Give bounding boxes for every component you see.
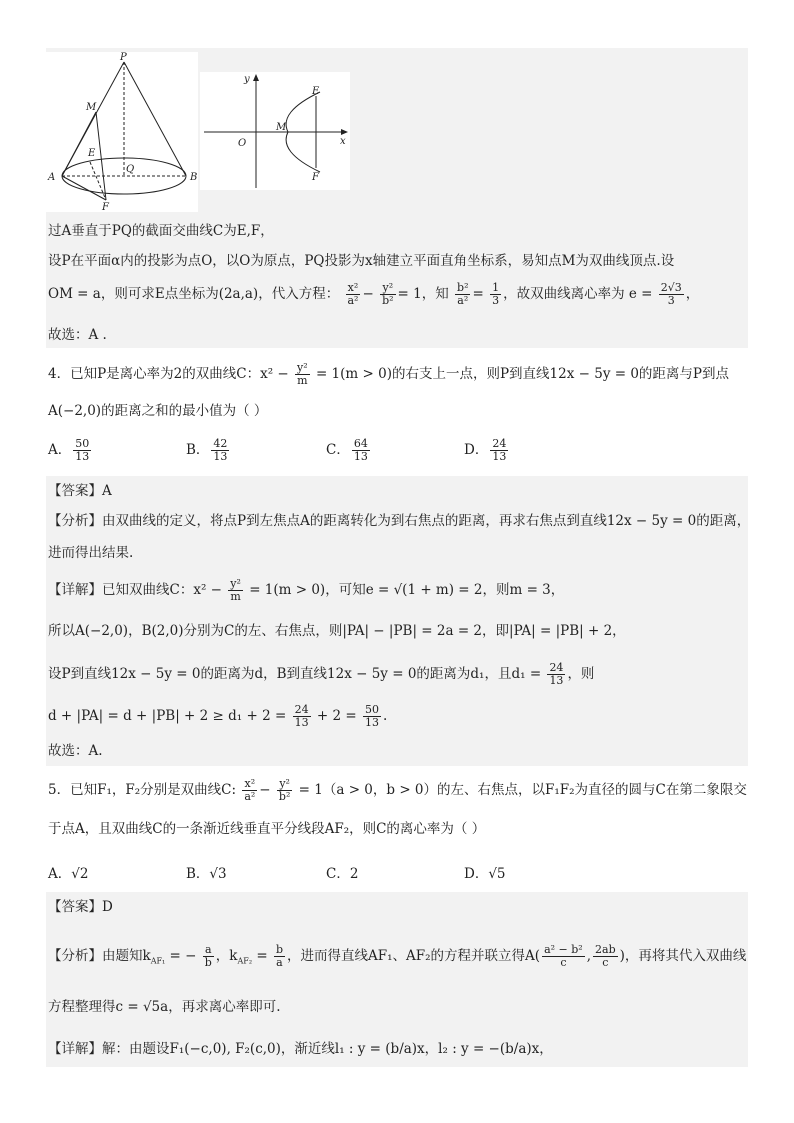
q5-analysis-2: 方程整理得c = √5a，再求离心率即可. xyxy=(48,999,281,1015)
sol3-line1: 过A垂直于PQ的截面交曲线C为E,F， xyxy=(48,223,274,239)
cone-figure xyxy=(46,52,198,212)
label-E: E xyxy=(88,148,96,159)
point-F-label: F xyxy=(312,172,319,183)
q4-analysis-2: 进而得出结果. xyxy=(48,545,134,561)
q4-line2: A(−2,0)的距离之和的最小值为（ ） xyxy=(48,403,268,419)
vertex-label: M xyxy=(276,122,287,133)
q4-option-a[interactable]: A． $\frac{50}{13}$ xyxy=(48,437,90,463)
q4-analysis-1: 【分析】由双曲线的定义，将点P到左焦点A的距离转化为到右焦点的距离，再求右焦点到直线12x − 5y = 0的距离， xyxy=(48,513,751,529)
q5-option-d[interactable]: D．√5 xyxy=(464,866,506,882)
frac-one3: $\frac{1}{3}$ xyxy=(492,281,500,307)
q5-option-a[interactable]: A．√2 xyxy=(48,866,89,882)
frac-24-13: $\frac{24}{13}$ xyxy=(549,661,564,687)
sol3-line2: 设P在平面α内的投影为点O，以O为原点，PQ投影为x轴建立平面直角坐标系，易知点M为双曲线顶点.设 xyxy=(48,253,675,269)
q4-option-d[interactable]: D． $\frac{24}{13}$ xyxy=(464,437,507,463)
q5-answer: 【答案】D xyxy=(48,899,113,915)
cone-diagram xyxy=(46,52,198,212)
frac-50-13: $\frac{50}{13}$ xyxy=(364,703,379,729)
point-E-label: E xyxy=(312,86,320,97)
q5-line1: 5．已知F₁，F₂分别是双曲线C: $\frac{\text{x²}}{\text{a²}}$ − $\frac{\text{y²}}{\text{b²}}$ = 1（a > 0，b > 0）的左、右焦点，以F₁F₂为直径的圆与C在第二象限交 xyxy=(48,777,747,803)
axis-y-label: y xyxy=(244,74,250,85)
q4-choose: 故选：A. xyxy=(48,743,103,759)
q5-option-b[interactable]: B．√3 xyxy=(186,866,227,882)
label-M: M xyxy=(86,102,97,113)
frac-y2m: $\frac{\text{y²}}{m}$ xyxy=(297,361,308,387)
q4-detail-4: d + |PA| = d + |PB| + 2 ≥ d₁ + 2 = $\frac{24}{13}$ + 2 = $\frac{50}{13}$ . xyxy=(48,703,388,729)
q4-line1: 4．已知P是离心率为2的双曲线C：x² − $\frac{\text{y²}}{m}$ = 1(m > 0)的右支上一点，则P到直线12x − 5y = 0的距离与P到点 xyxy=(48,361,730,387)
label-P: P xyxy=(120,52,127,63)
label-A: A xyxy=(48,172,56,183)
label-B: B xyxy=(190,172,198,183)
sol3-choose: 故选：A . xyxy=(48,327,107,343)
q4-detail-3: 设P到直线12x − 5y = 0的距离为d，B到直线12x − 5y = 0的距离为d₁，且d₁ = $\frac{24}{13}$ ，则 xyxy=(48,661,595,687)
frac-x2a2: $\frac{\text{x²}}{\text{a²}}$ xyxy=(347,281,359,307)
q5-option-c[interactable]: C．2 xyxy=(326,866,359,882)
q4-detail-2: 所以A(−2,0)，B(2,0)分别为C的左、右焦点，则|PA| − |PB| = 2a = 2，即|PA| = |PB| + 2， xyxy=(48,623,626,639)
frac-e: $\frac{2√3}{3}$ xyxy=(660,281,682,307)
q4-option-c[interactable]: C． $\frac{64}{13}$ xyxy=(326,437,368,463)
frac-b2a2: $\frac{\text{b²}}{\text{a²}}$ xyxy=(457,281,469,307)
q5-detail-1: 【详解】解：由题设F₁(−c,0), F₂(c,0)，渐近线l₁ : y = (b/a)x，l₂ : y = −(b/a)x， xyxy=(48,1041,553,1057)
axis-x-label: x xyxy=(340,136,346,147)
sol3-line3: OM = a，则可求E点坐标为(2a,a)，代入方程： $\frac{\text{x²}}{\text{a²}}$ − $\frac{\text{y²}}{\text{b²}}$ = 1，知 $\frac{\text{b²}}{\text{a²}}$ = $\frac{1}{3}$ ，故双曲线离心率为 e = $\frac{2√3}{3}$ ， xyxy=(48,281,700,307)
hyperbola-diagram xyxy=(200,72,350,190)
origin-label: O xyxy=(238,138,247,149)
q5-analysis-1: 【分析】由题知$k_{AF_1}$ = − $\frac{a}{b}$ ，$k_{AF_2}$ = $\frac{b}{a}$ ，进而得直线AF₁、AF₂的方程并联立得A( $\frac{\text{a² − b²}}{c}$ , $\frac{2ab}{c}$ )，再将其代入双曲线 xyxy=(48,943,747,969)
q4-detail-1: 【详解】已知双曲线C：x² − $\frac{\text{y²}}{m}$ = 1(m > 0)，可知e = √(1 + m) = 2，则m = 3， xyxy=(48,577,565,603)
frac-y2b2: $\frac{\text{y²}}{\text{b²}}$ xyxy=(382,281,394,307)
q5-line2: 于点A，且双曲线C的一条渐近线垂直平分线段AF₂，则C的离心率为（ ） xyxy=(48,821,486,837)
label-F: F xyxy=(102,202,109,212)
hyperbola-figure xyxy=(200,72,350,190)
q4-option-b[interactable]: B． $\frac{42}{13}$ xyxy=(186,437,228,463)
label-Q: Q xyxy=(126,164,135,175)
q4-answer: 【答案】A xyxy=(48,483,112,499)
